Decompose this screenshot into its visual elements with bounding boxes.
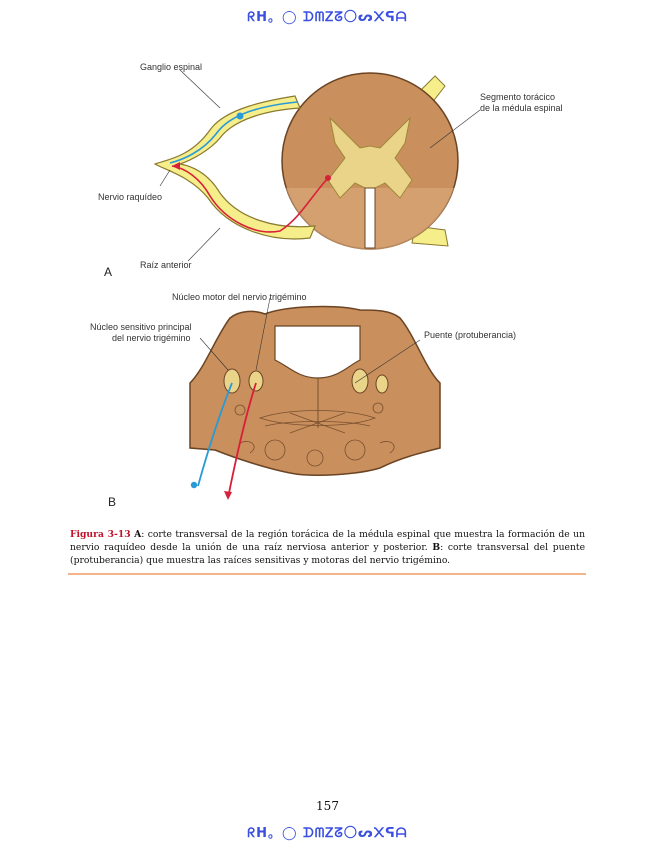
label-root: Raíz anterior [140,260,192,270]
label-segment-1: Segmento torácico [480,92,556,102]
label-sensory-1: Núcleo sensitivo principal [90,322,192,332]
label-ganglion: Ganglio espinal [140,62,203,72]
sensory-nucleus [224,369,240,393]
figure-number: Figura 3-13 [70,529,131,540]
caption-letter-b: B [432,542,441,553]
caption-divider [68,573,586,575]
figure-3-13 [60,48,600,518]
caption-letter-a: A [134,529,142,540]
motor-nucleus [249,371,263,391]
watermark-bottom: ᖇᕼ。◯ ᗪᗰᏃᘔ〇ᔕ᙭ᕋᗩ [247,826,408,841]
label-segment-2: de la médula espinal [480,103,563,113]
panel-letter-b: B [108,495,117,509]
panel-a [98,62,563,279]
watermark-top: ᖇᕼ。◯ ᗪᗰᏃᘔ〇ᔕ᙭ᕋᗩ [247,10,408,25]
caption-part-a: : corte transversal de la región torácica de la médula espinal que muestra la formación de un nervio raquídeo desde la unión de una raíz nerviosa anterior y posterior. [70,529,586,553]
panel-b [90,292,516,509]
page-number: 157 [316,799,339,813]
label-nerve: Nervio raquídeo [98,192,163,202]
label-sensory-2: del nervio trigémino [112,333,191,343]
panel-letter-a: A [104,265,113,279]
caption-part-b: : corte transversal del puente (protuberancia) que muestra las raíces sensitivas y motoras del nervio trigémino. [70,542,586,566]
figure-caption [70,528,585,567]
label-pons: Puente (protuberancia) [424,330,517,340]
label-motor-nucleus: Núcleo motor del nervio trigémino [172,292,307,302]
